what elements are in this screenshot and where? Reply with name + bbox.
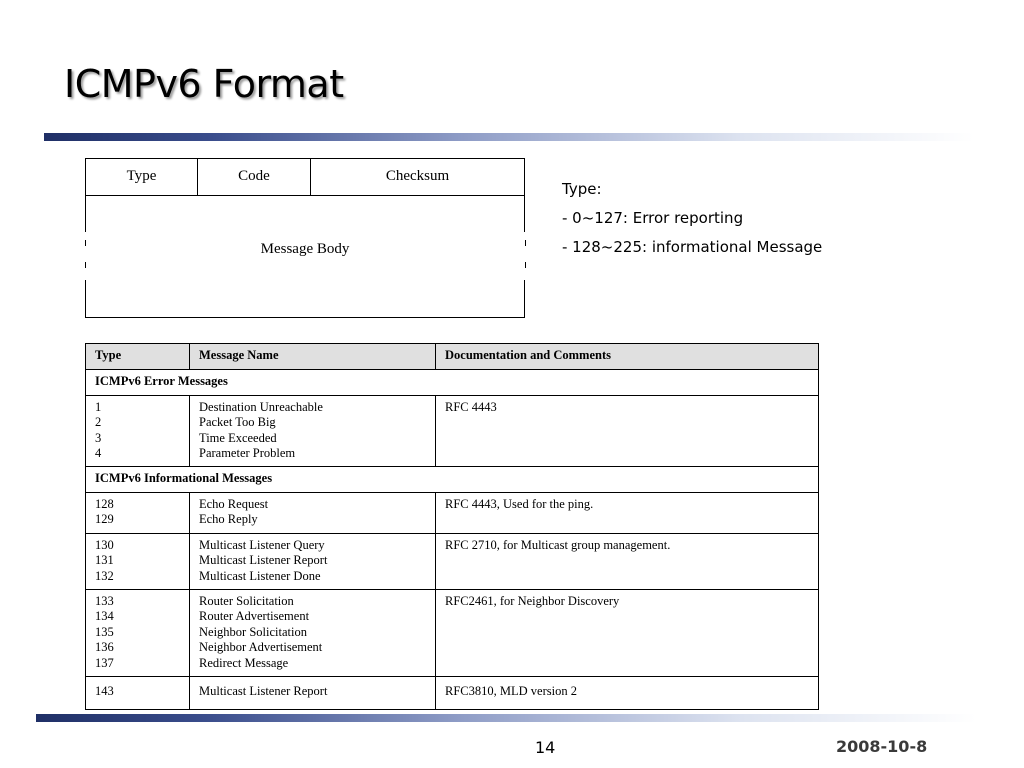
name-cell: Router Solicitation Router Advertisement Neighbor Solicitation Neighbor Advertisement Redirect Message	[190, 590, 436, 677]
name-cell: Destination Unreachable Packet Too Big Time Exceeded Parameter Problem	[190, 396, 436, 467]
type-notes	[562, 180, 822, 267]
footer-divider-bar	[36, 714, 976, 722]
section-row-info	[86, 467, 819, 493]
table-row	[86, 493, 819, 534]
icmpv6-message-table	[85, 343, 819, 710]
code-field: Code	[198, 159, 311, 195]
col-header-type: Type	[86, 344, 190, 370]
slide-date: 2008-10-8	[836, 737, 928, 756]
name-cell: Echo Request Echo Reply	[190, 493, 436, 534]
notes-heading: Type:	[562, 180, 602, 198]
type-cell: 143	[86, 677, 190, 710]
type-cell: 133 134 135 136 137	[86, 590, 190, 677]
notes-info-range: - 128~225: informational Message	[562, 238, 823, 256]
type-cell: 130 131 132	[86, 534, 190, 590]
page-number: 14	[535, 738, 556, 757]
body-break-right	[523, 232, 528, 280]
doc-cell: RFC 2710, for Multicast group management.	[436, 534, 819, 590]
table-row	[86, 590, 819, 677]
doc-cell: RFC3810, MLD version 2	[436, 677, 819, 710]
title-divider-bar	[44, 133, 974, 141]
body-break-left	[83, 232, 88, 280]
col-header-name: Message Name	[190, 344, 436, 370]
table-row	[86, 677, 819, 710]
message-body-field	[85, 195, 525, 318]
name-cell: Multicast Listener Report	[190, 677, 436, 710]
table-header-row	[86, 344, 819, 370]
doc-cell: RFC 4443, Used for the ping.	[436, 493, 819, 534]
slide-title: ICMPv6 Format	[64, 62, 344, 106]
notes-error-range: - 0~127: Error reporting	[562, 209, 744, 227]
checksum-field: Checksum	[385, 168, 450, 184]
type-field: Type	[86, 159, 198, 195]
icmpv6-header-diagram	[85, 158, 525, 196]
table-row	[86, 534, 819, 590]
section-label-info: ICMPv6 Informational Messages	[86, 467, 819, 493]
doc-cell: RFC2461, for Neighbor Discovery	[436, 590, 819, 677]
message-body-label: Message Body	[260, 241, 350, 257]
table-row	[86, 396, 819, 467]
type-cell: 128 129	[86, 493, 190, 534]
doc-cell: RFC 4443	[436, 396, 819, 467]
section-row-error	[86, 370, 819, 396]
name-cell: Multicast Listener Query Multicast Listener Report Multicast Listener Done	[190, 534, 436, 590]
col-header-doc: Documentation and Comments	[436, 344, 819, 370]
type-cell: 1 2 3 4	[86, 396, 190, 467]
section-label-error: ICMPv6 Error Messages	[86, 370, 819, 396]
